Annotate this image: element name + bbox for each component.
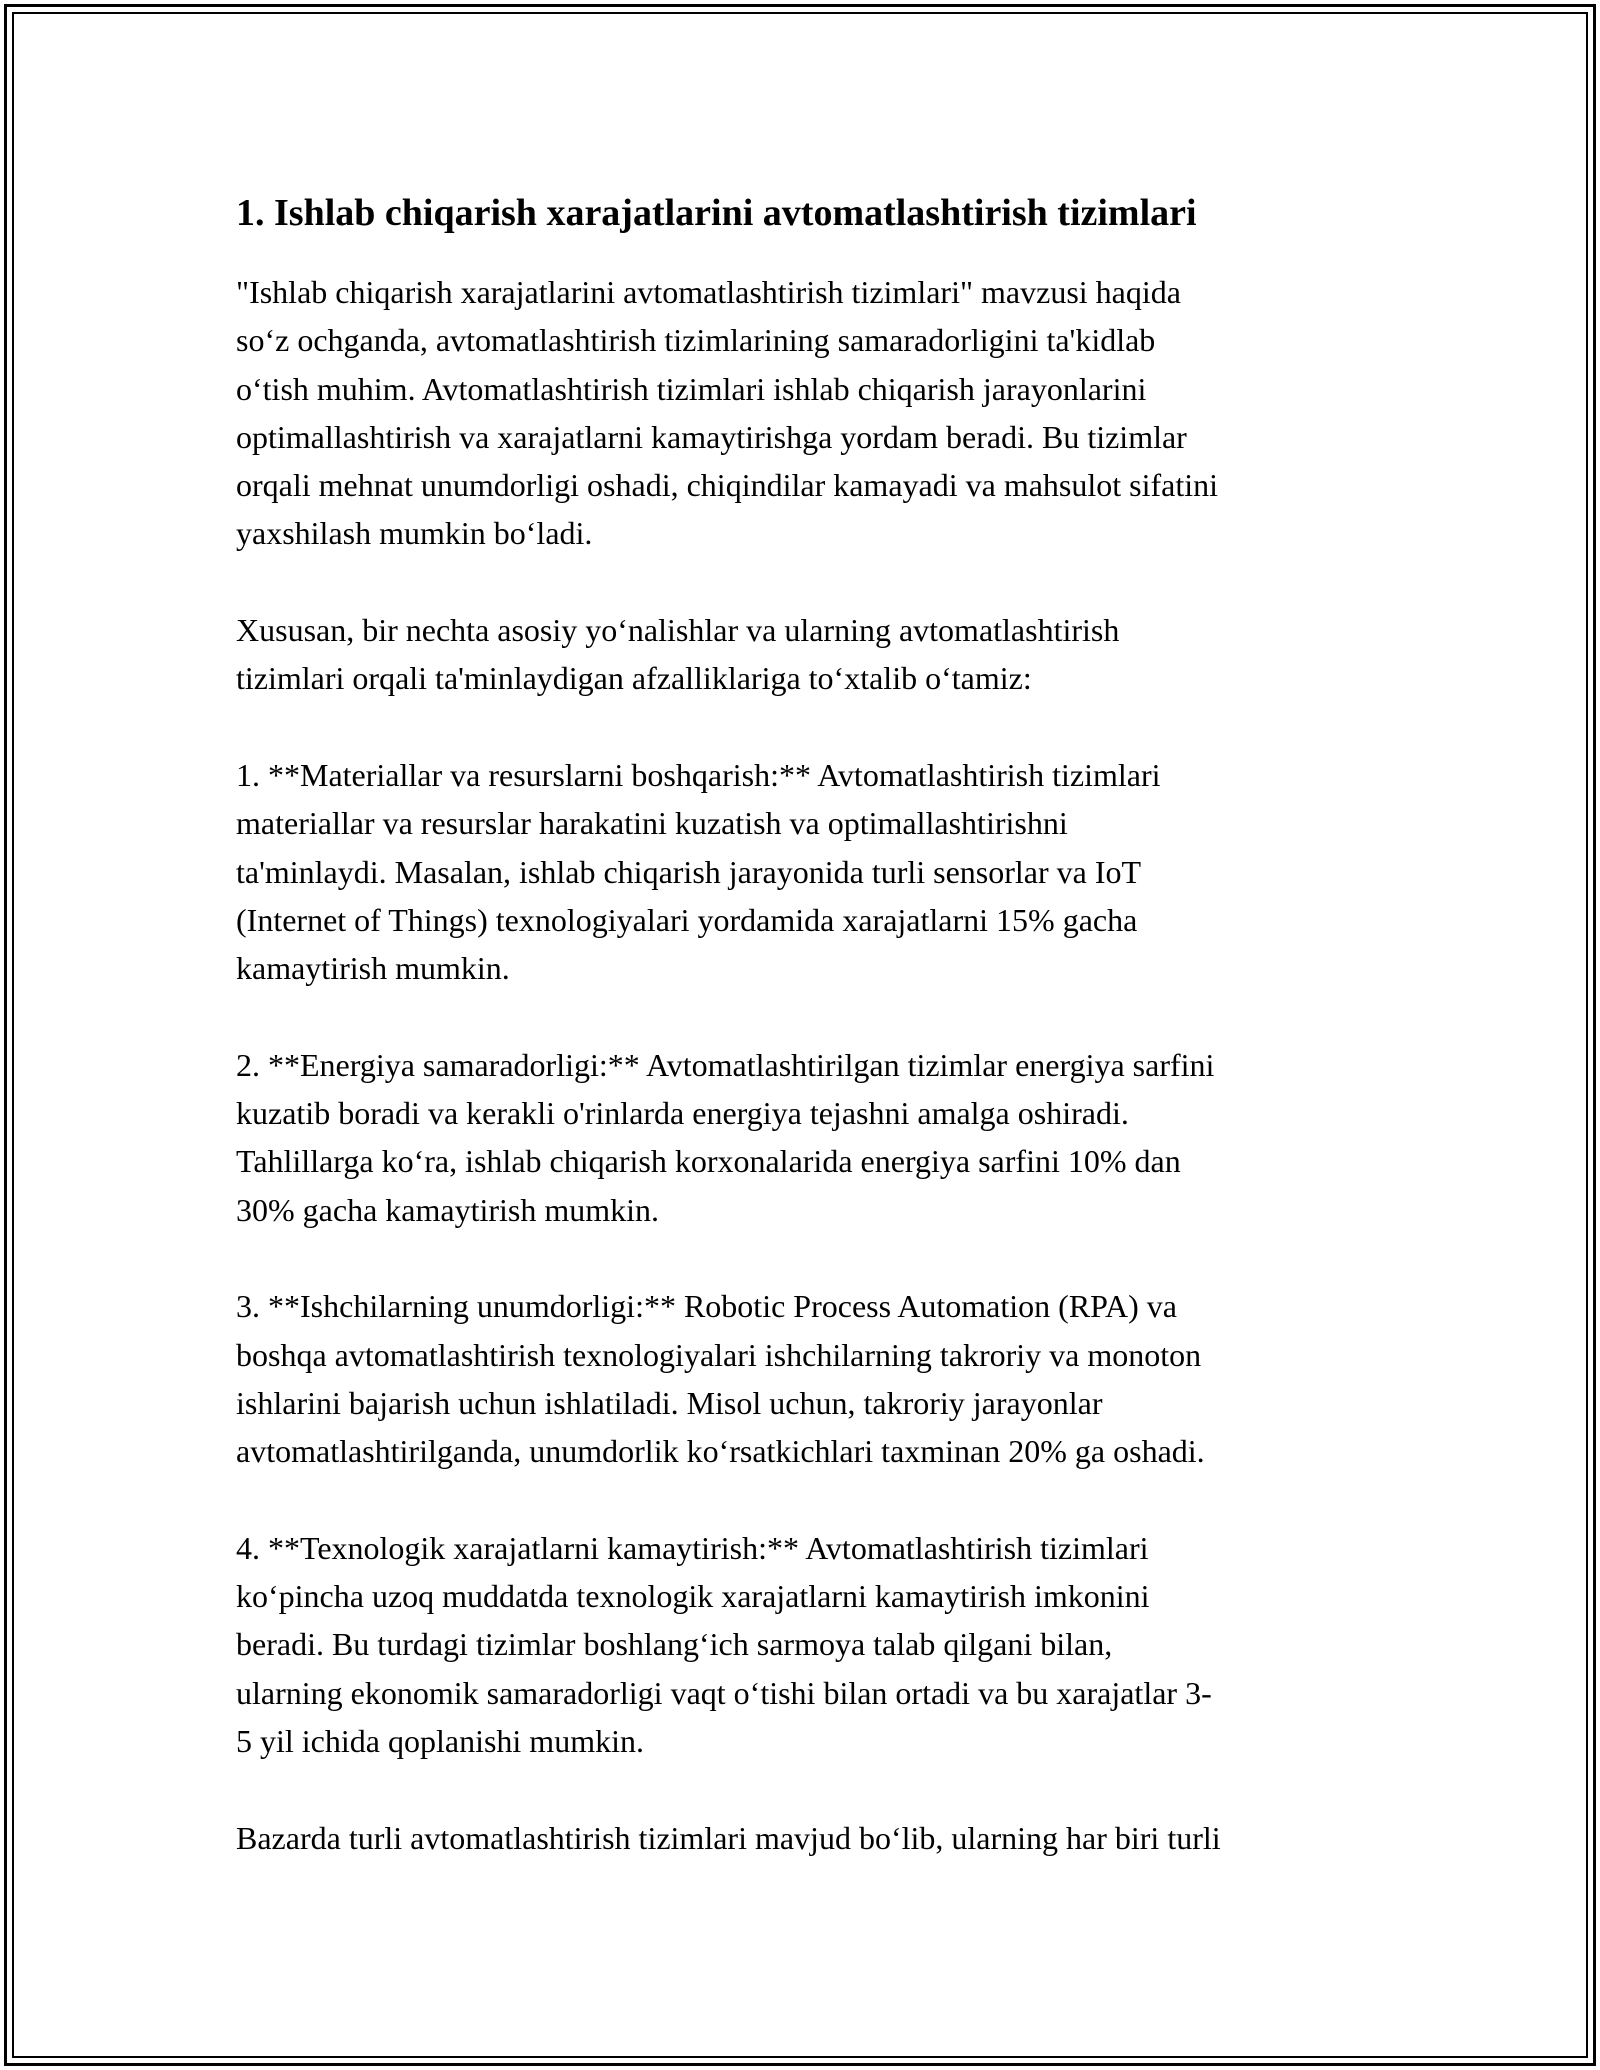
list-item-materials: 1. **Materiallar va resurslarni boshqarish:** Avtomatlashtirish tizimlari materiallar va resurslar harakatini kuzatish va optimallashtirishni ta'minlaydi. Masalan, ishlab chiqarish jarayonida turli sensorlar va IoT (Internet of Things) texnologiyalari yordamida xarajatlarni 15% gacha kamaytirish mumkin. — [236, 756, 1161, 987]
list-item-energy: 2. **Energiya samaradorligi:** Avtomatlashtirilgan tizimlar energiya sarfini kuzatib boradi va kerakli o'rinlarda energiya tejashni amalga oshiradi. Tahlillarga ko‘ra, ishlab chiqarish korxonalarida energiya sarfini 10% dan 30% gacha kamaytirish mumkin. — [236, 1046, 1215, 1228]
paragraph-spacer — [236, 1234, 1386, 1282]
paragraph-spacer — [236, 992, 1386, 1040]
paragraph-intro: "Ishlab chiqarish xarajatlarini avtomatlashtirish tizimlari" mavzusi haqida so‘z ochganda, avtomatlashtirish tizimlarining samaradorligini ta'kidlab o‘tish muhim. Avtomatlashtirish tizimlari ishlab chiqarish jarayonlarini optimallashtirish va xarajatlarni kamaytirishga yordam beradi. Bu tizimlar orqali mehnat unumdorligi oshadi, chiqindilar kamayadi va mahsulot sifatini yaxshilash mumkin bo‘ladi. — [236, 274, 1219, 552]
document-body — [236, 186, 1386, 1862]
document-title: 1. Ishlab chiqarish xarajatlarini avtomatlashtirish tizimlari — [236, 192, 1197, 234]
paragraph-market: Bazarda turli avtomatlashtirish tizimlari mavjud bo‘lib, ularning har biri turli — [236, 1819, 1221, 1856]
list-item-technology-costs: 4. **Texnologik xarajatlarni kamaytirish:** Avtomatlashtirish tizimlari ko‘pincha uzoq muddatda texnologik xarajatlarni kamaytirish imkonini beradi. Bu turdagi tizimlar boshlang‘ich sarmoya talab qilgani bilan, ularning ekonomik samaradorligi vaqt o‘tishi bilan ortadi va bu xarajatlar 3- 5 yil ichida qoplanishi mumkin. — [236, 1529, 1212, 1759]
list-item-productivity: 3. **Ishchilarning unumdorligi:** Robotic Process Automation (RPA) va boshqa avtomatlashtirish texnologiyalari ishchilarning takroriy va monoton ishlarini bajarish uchun ishlatiladi. Misol uchun, takroriy jarayonlar avtomatlashtirilganda, unumdorlik ko‘rsatkichlari taxminan 20% ga oshadi. — [236, 1288, 1205, 1470]
paragraph-spacer — [236, 558, 1386, 606]
paragraph-spacer — [236, 1765, 1386, 1813]
paragraph-spacer — [236, 1475, 1386, 1523]
paragraph-directions: Xususan, bir nechta asosiy yo‘nalishlar va ularning avtomatlashtirish tizimlari orqali ta'minlaydigan afzalliklariga to‘xtalib o‘tamiz: — [236, 612, 1120, 697]
paragraph-spacer — [236, 703, 1386, 751]
